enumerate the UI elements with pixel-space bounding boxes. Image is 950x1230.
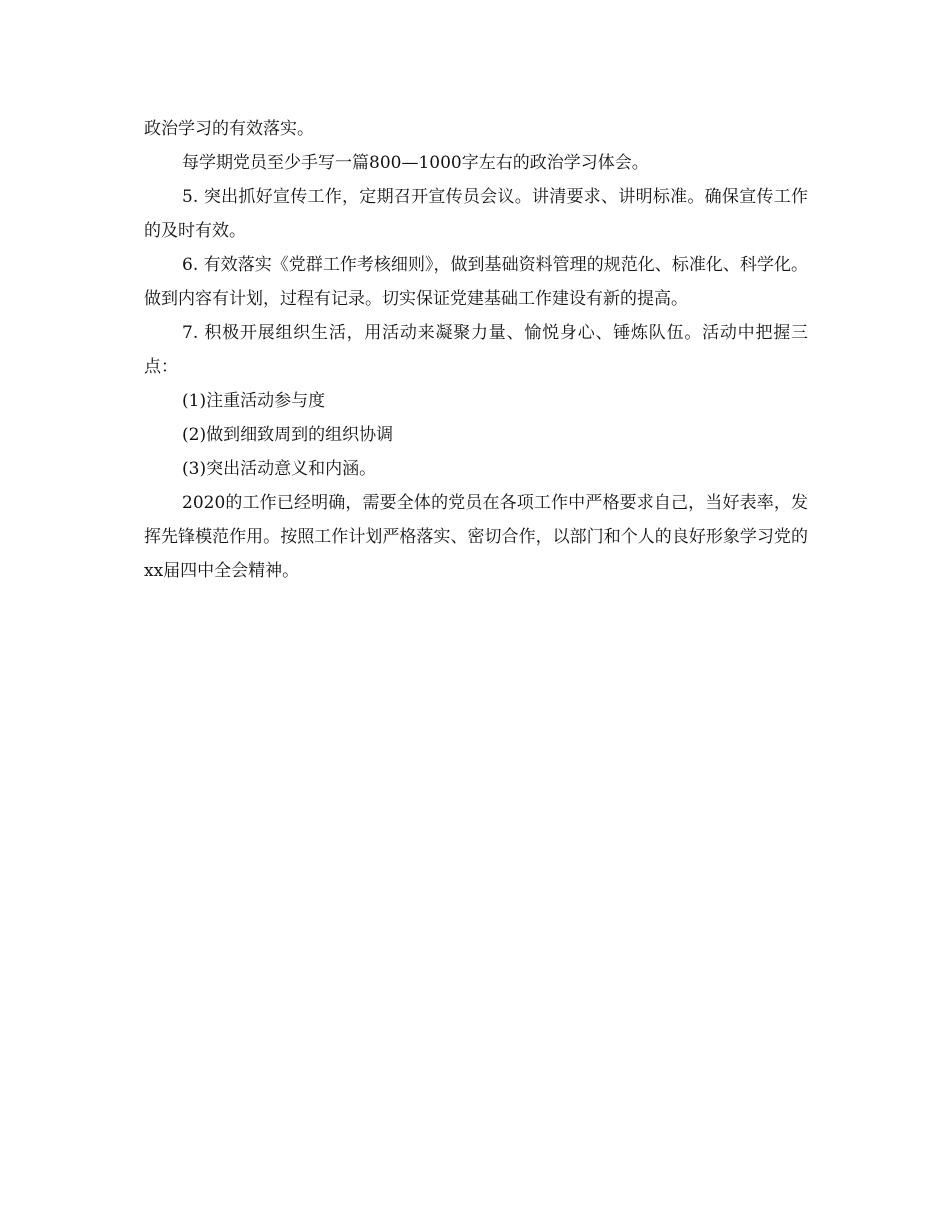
list-item-2: (2)做到细致周到的组织协调	[182, 425, 394, 445]
list-item-3: (3)突出活动意义和内涵。	[182, 459, 377, 479]
paragraph-1: 政治学习的有效落实。	[144, 119, 314, 139]
document-body	[144, 112, 808, 588]
paragraph-3: 5. 突出抓好宣传工作，定期召开宣传员会议。讲清要求、讲明标准。确保宣传工作的及时有效。	[144, 187, 808, 241]
list-item-1: (1)注重活动参与度	[182, 391, 326, 411]
paragraph-4: 6. 有效落实《党群工作考核细则》，做到基础资料管理的规范化、标准化、科学化。做到内容有计划，过程有记录。切实保证党建基础工作建设有新的提高。	[144, 255, 808, 309]
paragraph-5: 7. 积极开展组织生活，用活动来凝聚力量、愉悦身心、锤炼队伍。活动中把握三点：	[144, 323, 808, 377]
paragraph-closing: 2020的工作已经明确，需要全体的党员在各项工作中严格要求自己，当好表率，发挥先锋模范作用。按照工作计划严格落实、密切合作，以部门和个人的良好形象学习党的xx届四中全会精神。	[144, 493, 808, 581]
paragraph-2: 每学期党员至少手写一篇800—1000字左右的政治学习体会。	[182, 153, 649, 173]
